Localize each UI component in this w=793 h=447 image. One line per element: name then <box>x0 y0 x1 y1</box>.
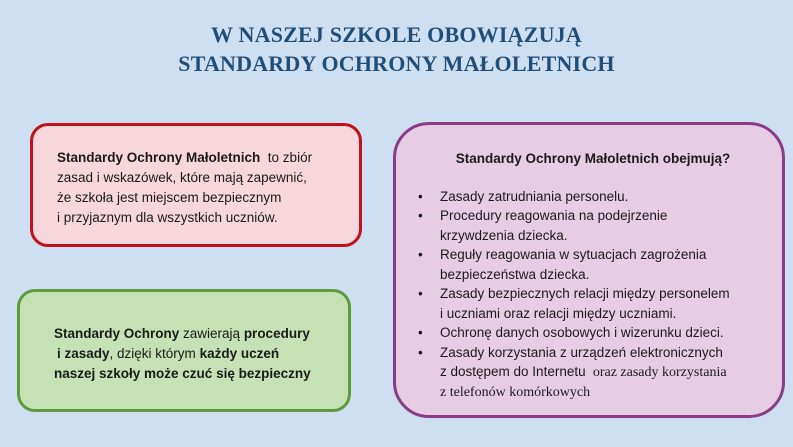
scope-box <box>393 122 785 418</box>
list-item <box>412 245 766 284</box>
contents-bold-3: i zasady <box>57 346 110 361</box>
title-line-2: STANDARDY OCHRONY MAŁOLETNICH <box>178 51 615 76</box>
definition-box <box>30 123 362 247</box>
contents-line-2 <box>54 344 340 364</box>
contents-bold-1: Standardy Ochrony <box>54 326 180 341</box>
contents-text-1: zawierają <box>179 326 244 341</box>
definition-line-3: że szkoła jest miejscem bezpiecznym <box>57 190 282 205</box>
definition-bold: Standardy Ochrony Małoletnich <box>57 150 261 165</box>
contents-line-3 <box>54 364 340 384</box>
list-item-line: • Zasady zatrudniania personelu. <box>440 188 629 204</box>
definition-text: to zbiór <box>260 150 313 165</box>
list-item <box>412 323 766 343</box>
list-item-line: • Zasady korzystania z urządzeń elektronicznych <box>440 344 723 360</box>
page-title <box>0 20 793 78</box>
list-item-line <box>440 362 766 383</box>
list-item-line: bezpieczeństwa dziecka. <box>440 266 590 282</box>
list-item-line: z telefonów komórkowych <box>440 384 591 400</box>
list-item <box>412 206 766 245</box>
list-item-line: • Reguły reagowania w sytuacjach zagrożenia <box>440 247 707 262</box>
contents-bold-5: naszej szkoły może czuć się bezpieczny <box>54 366 311 381</box>
list-item-fragment: z dostępem do Internetu <box>440 364 590 379</box>
scope-list <box>412 187 766 403</box>
list-item <box>412 284 766 323</box>
list-item <box>412 187 766 207</box>
definition-line-4: i przyjaznym dla wszystkich uczniów. <box>57 210 278 225</box>
list-item-line: i uczniami oraz relacji między uczniami. <box>440 305 677 321</box>
list-item-line: krzywdzenia dziecka. <box>440 227 568 243</box>
scope-heading: Standardy Ochrony Małoletnich obejmują? <box>455 151 731 166</box>
contents-text-2: , dzięki którym <box>109 346 200 361</box>
definition-line-1 <box>57 148 345 168</box>
list-item <box>412 343 766 403</box>
title-line-1: W NASZEJ SZKOLE OBOWIĄZUJĄ <box>211 22 582 47</box>
contents-bold-2: procedury <box>243 326 310 341</box>
contents-box <box>17 289 351 412</box>
list-item-line: • Zasady bezpiecznych relacji między personelem <box>440 286 730 301</box>
list-item-line: • Procedury reagowania na podejrzenie <box>440 208 668 223</box>
definition-line-2: zasad i wskazówek, które mają zapewnić, <box>57 170 307 185</box>
contents-bold-4: każdy uczeń <box>199 346 280 361</box>
list-item-fragment: oraz zasady korzystania <box>589 365 727 380</box>
contents-line-1 <box>54 324 340 344</box>
list-item-line: • Ochronę danych osobowych i wizerunku dzieci. <box>440 325 724 340</box>
